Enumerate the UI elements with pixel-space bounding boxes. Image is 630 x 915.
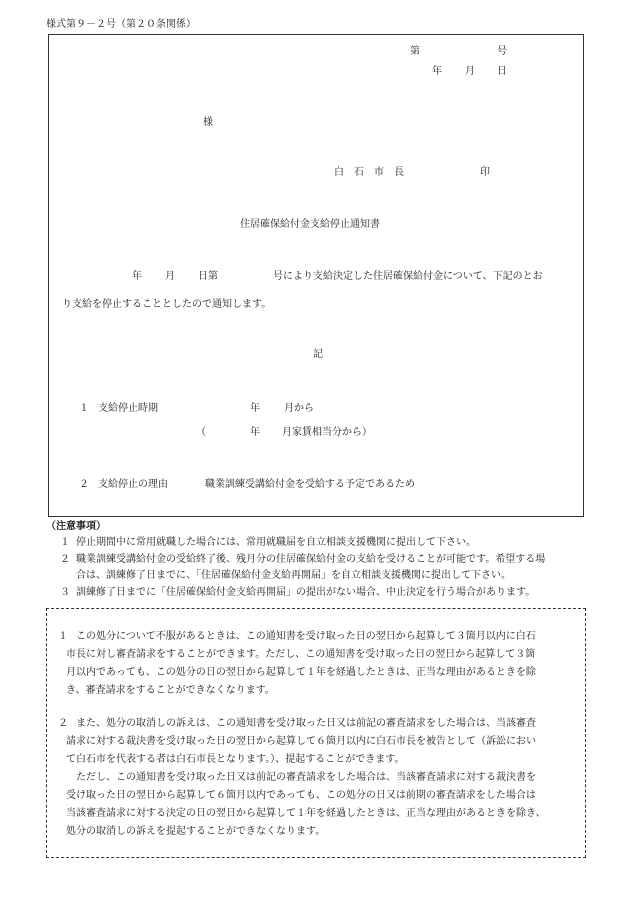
- note-2-text-line1: 職業訓練受講給付金の受給終了後、残月分の住居確保給付金の支給を受けることが可能です。希望する場: [76, 554, 546, 565]
- body-year: 年: [132, 271, 142, 282]
- appeal-2-number: ２: [58, 718, 68, 729]
- appeal-2-line4: ただし、この通知書を受け取った日又は前記の審査請求をした場合は、当該審査請求に対する裁決書を: [76, 772, 536, 783]
- date-day: 日: [497, 66, 507, 77]
- body-line2-text: り支給を停止することとしたので通知します。: [62, 299, 272, 310]
- sender-seal: 印: [480, 167, 490, 178]
- doc-number-go: 号: [497, 46, 507, 57]
- item1-paren-open: （: [196, 427, 206, 438]
- item1-month-from: 月から: [284, 403, 314, 414]
- appeal-1-line4: き、審査請求をすることができなくなります。: [66, 685, 275, 696]
- doc-number-dai: 第: [410, 46, 420, 57]
- addressee-sama: 様: [203, 117, 213, 128]
- appeal-1-number: １: [58, 631, 68, 642]
- body-day-number: 日第: [198, 271, 218, 282]
- form-number: 様式第９－２号（第２０条関係）: [46, 19, 196, 30]
- item1-label: 支給停止時期: [98, 403, 158, 414]
- item2-reason: 職業訓練受講給付金を受給する予定であるため: [205, 479, 415, 490]
- sender-mayor: 白 石 市 長: [334, 167, 404, 178]
- appeal-1-line1: この処分について不服があるときは、この通知書を受け取った日の翌日から起算して３箇月以内に白石: [76, 631, 536, 642]
- date-month: 月: [465, 66, 475, 77]
- notes-heading: （注意事項）: [46, 521, 106, 532]
- appeal-2-line6: 当該審査請求に対する決定の日の翌日から起算して１年を経過したときは、正当な理由があるときを除き、: [66, 808, 546, 819]
- ki-heading: 記: [313, 349, 323, 360]
- appeal-2-line5: 受け取った日の翌日から起算して６箇月以内であっても、この処分の日又は前期の審査請求をした場合は: [66, 790, 536, 801]
- note-3-number: ３: [60, 587, 70, 598]
- body-month: 月: [165, 271, 175, 282]
- appeal-2-line7: 処分の取消しの訴えを提起することができなくなります。: [66, 826, 326, 837]
- appeal-1-line3: 月以内であっても、この処分の日の翌日から起算して１年を経過したときは、正当な理由があるときを除: [66, 667, 536, 678]
- note-3-text: 訓練修了日までに「住居確保給付金支給再開届」の提出がない場合、中止決定を行う場合があります。: [76, 587, 536, 598]
- appeal-1-line2: 市長に対し審査請求をすることができます。ただし、この通知書を受け取った日の翌日から起算して３箇: [66, 649, 536, 660]
- body-line1-text: 号により支給決定した住居確保給付金について、下記のとお: [273, 271, 543, 282]
- note-2-number: ２: [60, 554, 70, 565]
- appeal-2-line1: また、処分の取消しの訴えは、この通知書を受け取った日又は前記の審査請求をした場合は、当該審査: [76, 718, 536, 729]
- note-1-text: 停止期間中に常用就職した場合には、常用就職届を自立相談支援機関に提出して下さい。: [76, 537, 476, 548]
- appeal-notice-box: [46, 608, 586, 858]
- note-1-number: １: [60, 537, 70, 548]
- appeal-2-line2: 請求に対する裁決書を受け取った日の翌日から起算して６箇月以内に白石市長を被告として（訴訟におい: [66, 736, 536, 747]
- item2-label: 支給停止の理由: [98, 479, 168, 490]
- item1-number: １: [79, 403, 89, 414]
- date-year: 年: [432, 66, 442, 77]
- item1-year: 年: [250, 403, 260, 414]
- item1-paren-text: 月家賃相当分から）: [282, 427, 372, 438]
- note-2-text-line2: 合は、訓練修了日までに、「住居確保給付金支給再開届」を自立相談支援機関に提出して下さい。: [76, 570, 511, 581]
- document-title: 住居確保給付金支給停止通知書: [240, 219, 380, 230]
- appeal-2-line3: て白石市を代表する者は白石市長となります。）、提起することができます。: [66, 754, 405, 765]
- item2-number: ２: [79, 479, 89, 490]
- item1-year2: 年: [250, 427, 260, 438]
